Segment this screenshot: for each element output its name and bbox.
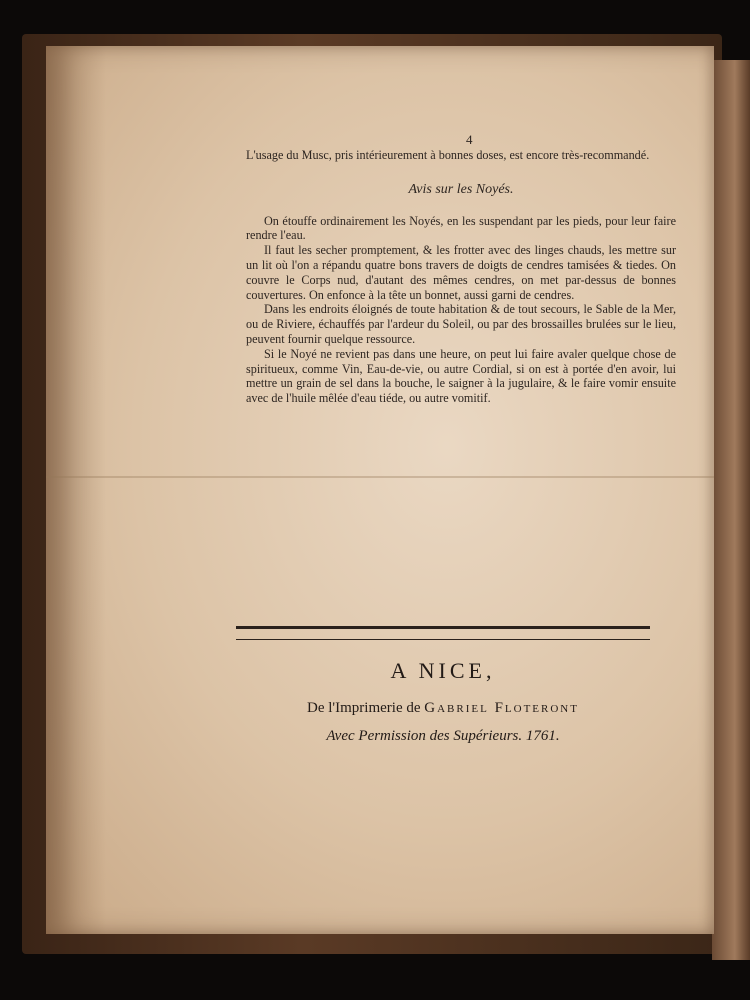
paragraph-2: Il faut les secher promptement, & les frotter avec des linges chauds, les mettre sur un lit où l'on a répandu quatre bons travers de doigts de cendres tamisées & tiedes. On couvre le Corps nud, d'autant des mêmes cendres, on met par-dessus de bonnes couvertures. On enfonce à la tête un bonnet, aussi garni de cendres. — [246, 243, 676, 302]
book-page-edges — [712, 60, 750, 960]
paragraph-1: On étouffe ordinairement les Noyés, en les suspendant par les pieds, pour leur faire rendre l'eau. — [246, 213, 676, 243]
imprint-permission: Avec Permission des Supérieurs. 1761. — [326, 728, 560, 744]
book-page — [46, 46, 714, 934]
page-number: 4 — [466, 132, 473, 147]
intro-paragraph: L'usage du Musc, pris intérieurement à bonnes doses, est encore très-recommandé. — [246, 148, 650, 162]
page-gutter-shadow — [46, 46, 106, 934]
imprint-printer-prefix: De l'Imprimerie de — [307, 700, 421, 716]
section-heading: Avis sur les Noyés. — [408, 181, 514, 197]
imprint-place: A NICE, — [390, 658, 496, 683]
text-block — [246, 130, 676, 406]
imprint-rule — [236, 626, 650, 640]
imprint-printer-name: Gabriel Floteront — [424, 700, 579, 716]
paragraph-4: Si le Noyé ne revient pas dans une heure, on peut lui faire avaler quelque chose de spiritueux, comme Vin, Eau-de-vie, ou autre Cordial, si on est à portée d'en avoir, lui mettre un grain de sel dans la bouche, le saigner à la jugulaire, & le faire vomir ensuite avec de l'huile mêlée d'eau tiéde, ou autre vomitif. — [246, 346, 676, 406]
paragraph-3: Dans les endroits éloignés de toute habitation & de tout secours, le Sable de la Mer, ou de Riviere, échauffés par l'ardeur du Soleil, ou par des brossailles brulées sur le lieu, peuvent fournir quelque ressource. — [246, 302, 676, 346]
imprint-printer — [236, 700, 650, 717]
page-fold-line — [46, 476, 714, 478]
